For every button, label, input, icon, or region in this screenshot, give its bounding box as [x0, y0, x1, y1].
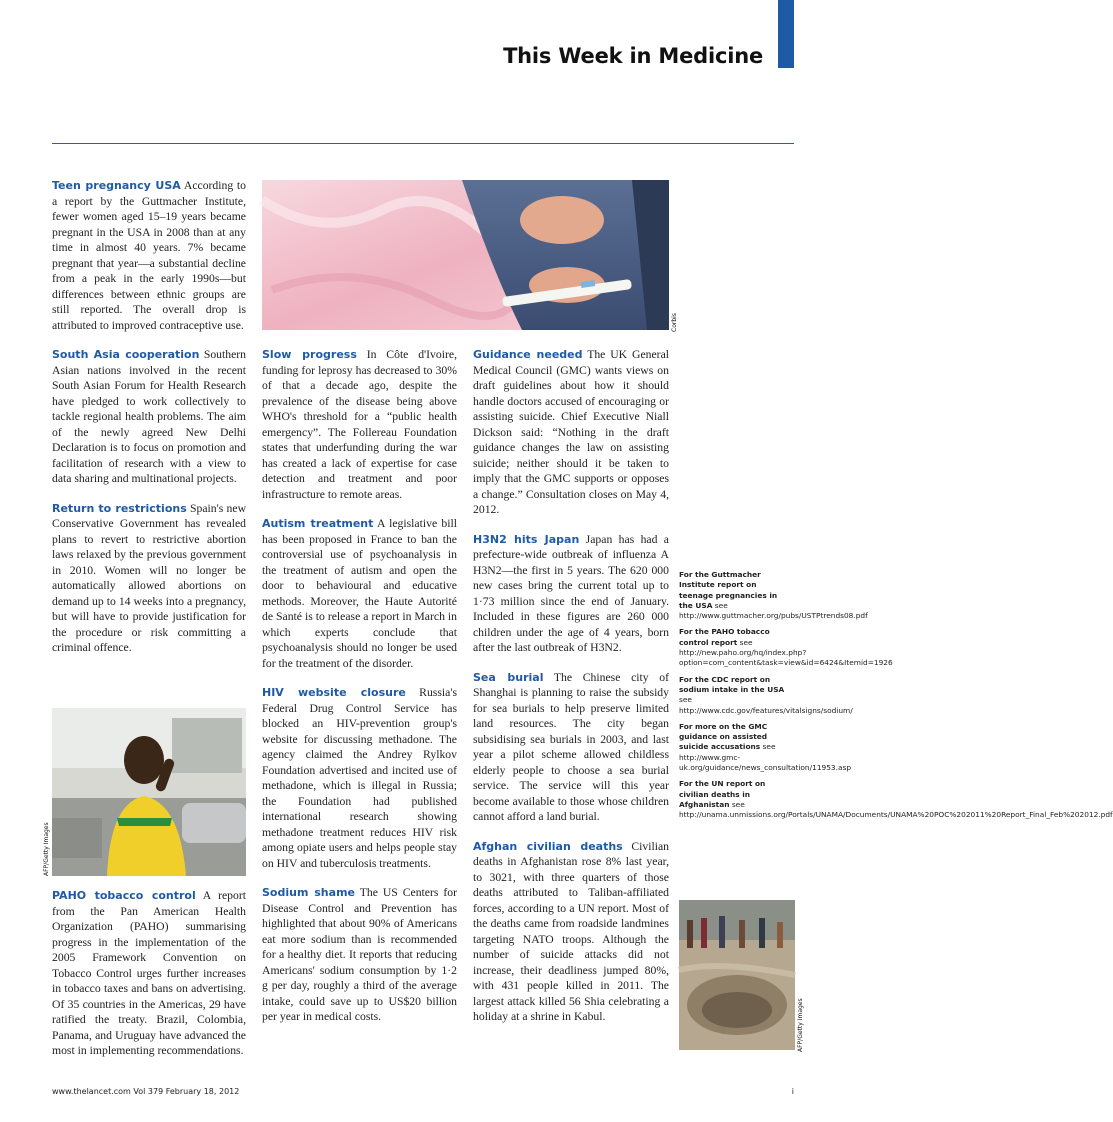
- page-number: i: [791, 1087, 794, 1096]
- sidebar-note: [679, 570, 868, 621]
- article-heading: Guidance needed: [473, 348, 583, 361]
- article-heading: Teen pregnancy USA: [52, 179, 181, 192]
- pregnancy-test-illustration: [262, 180, 669, 330]
- column-1: [52, 178, 246, 670]
- photo-credit: AFP/Getty Images: [797, 998, 804, 1052]
- sidebar-note-label: For more on the GMC guidance on assisted suicide accusations: [679, 721, 768, 752]
- sidebar-link[interactable]: see http://unama.unmissions.org/Portals/UNAMA/Documents/UNAMA%20POC%202011%20Report_Final_Feb%202012.pdf: [679, 799, 1113, 820]
- pregnancy-test-photo: [262, 180, 669, 330]
- article: [52, 178, 246, 333]
- sidebar-note: [679, 721, 852, 773]
- article-body: Southern Asian nations involved in the recent South Asian Forum for Health Research have pledged to work collectively to tackle regional health problems. The aim of the newly agreed New Delhi Declaration is to focus on promotion and facilitation of research with a view to data sharing and multinational projects.: [52, 348, 247, 485]
- article-body: Civilian deaths in Afghanistan rose 8% last year, to 3021, with three quarters of those deaths attributed to Taliban-affiliated forces, according to a UN report. Most of the deaths came from roadside landmines targeting NATO troops. Although the number of suicide attacks did not increase, their deadliness jumped 80%, with 431 people killed in 2011. The largest attack killed 56 Shia celebrating a holiday at a shrine in Kabul.: [473, 839, 669, 1023]
- header-accent-bar: [778, 0, 794, 68]
- article: [52, 888, 246, 1059]
- sidebar-link[interactable]: see http://www.cdc.gov/features/vitalsigns/sodium/: [679, 695, 853, 715]
- article-body: Spain's new Conservative Government has revealed plans to revert to restrictive abortion laws relaxed by the previous government in 2010. Women will no longer be automatically allowed abortions on demand up to 14 weeks into a pregnancy, but will have to provide justification for the procedure or risk committing a criminal offence.: [52, 501, 247, 654]
- article-heading: Sea burial: [473, 670, 544, 684]
- footer-citation: www.thelancet.com Vol 379 February 18, 2012: [52, 1087, 240, 1096]
- sidebar-note: [679, 627, 893, 668]
- article: [262, 347, 457, 502]
- article-body: Japan has had a prefecture-wide outbreak of influenza A H3N2—the first in 5 years. The 620 000 new cases bring the current total up to 1·73 million since the end of January. Included in these figures are 260 000 children under the age of 4 years, born after the last outbreak of H3N2.: [473, 532, 669, 654]
- photo-credit: Corbis: [671, 313, 678, 332]
- article-heading: HIV website closure: [262, 686, 406, 699]
- article-heading: Sodium shame: [262, 886, 355, 899]
- sidebar-note-label: For the PAHO tobacco control report: [679, 627, 770, 647]
- article: [473, 670, 669, 825]
- header-rule: [52, 143, 794, 144]
- sidebar-note: [679, 674, 853, 716]
- article-heading: H3N2 hits Japan: [473, 532, 580, 546]
- sidebar-link[interactable]: see http://new.paho.org/hq/index.php?option=com_content&task=view&id=6424&Itemid=1926: [679, 637, 893, 668]
- article-body: A report from the Pan American Health Organization (PAHO) summarising progress in the implementation of the 2005 Framework Convention on Tobacco Control urges further increases in tobacco taxes and bans on advertising. Of 35 countries in the Americas, 29 have ratified the treaty. Brazil, Colombia, Panama, and Uruguay have advanced the most in implementing recommendations.: [52, 889, 246, 1057]
- article: [262, 885, 457, 1025]
- page-footer: [52, 1087, 794, 1096]
- article-heading: South Asia cooperation: [52, 348, 200, 361]
- article: [52, 501, 246, 656]
- article-body: According to a report by the Guttmacher Institute, fewer women aged 15–19 years became pregnant in the USA in 2008 than at any time in almost 40 years. 7% became pregnant that year—a substantial decline from a peak in the early 1990s—but differences between ethnic groups are still reported. The overall drop is attributed to improved contraceptive use.: [52, 179, 247, 332]
- article: [473, 532, 669, 656]
- sidebar-note: [679, 779, 1113, 820]
- sidebar-note-label: For the CDC report on sodium intake in the USA: [679, 674, 785, 694]
- page-title: This Week in Medicine: [503, 44, 763, 68]
- article-body: The US Centers for Disease Control and Prevention has highlighted that about 90% of Americans eat more sodium than is recommended for a healthy diet. It reports that reducing Americans' sodium consumption by 1·2 g per day, roughly a third of the average intake, could save up to US$20 billion per year in medical costs.: [262, 886, 457, 1023]
- smoker-photo: [52, 708, 246, 876]
- article-heading: Afghan civilian deaths: [473, 839, 623, 853]
- photo-credit: AFP/Getty Images: [43, 822, 50, 876]
- article-body: In Côte d'Ivoire, funding for leprosy has decreased to 30% of that a decade ago, despite the prevalence of the disease being above WHO's threshold for a “public health emergency”. The Follereau Foundation states that underfunding during the war has created a lack of expertise for case detection and treatment and poor infrastructure to remote areas.: [262, 348, 457, 501]
- article: [262, 685, 457, 871]
- article-body: The Chinese city of Shanghai is planning to raise the subsidy for sea burials to help preserve limited land resources. The city began subsidising sea burials in 2003, and last year a pilot scheme allowed childless elderly people to choose a sea burial service. The service will this year become available to those whose children cannot afford a land burial.: [473, 670, 669, 823]
- article-heading: Return to restrictions: [52, 501, 187, 515]
- article: [262, 516, 457, 671]
- column-3: [473, 347, 669, 1039]
- article-heading: Autism treatment: [262, 517, 374, 530]
- article-heading: Slow progress: [262, 348, 357, 361]
- article-body: The UK General Medical Council (GMC) wants views on draft guidelines about how it should handle doctors accused of encouraging or assisting suicide. Chief Executive Niall Dickson said: “Nothing in the draft guidance changes the law on assisting suicide; neither should it be taken to imply that the GMC supports or opposes a change.” Consultation closes on May 4, 2012.: [473, 348, 669, 516]
- article-heading: PAHO tobacco control: [52, 889, 196, 902]
- sidebar-note-label: For the Guttmacher Institute report on teenage pregnancies in the USA: [679, 570, 778, 610]
- afghanistan-illustration: [679, 900, 795, 1050]
- sidebar-notes: [679, 570, 1113, 827]
- column-1-bottom: [52, 888, 246, 1073]
- column-2: [262, 347, 457, 1039]
- sidebar-note-label: For the UN report on civilian deaths in Afghanistan: [679, 779, 766, 809]
- article: [52, 347, 246, 487]
- sidebar-link[interactable]: see http://www.guttmacher.org/pubs/USTPtrends08.pdf: [679, 600, 868, 621]
- sidebar-link[interactable]: see http://www.gmc-uk.org/guidance/news_consultation/11953.asp: [679, 742, 852, 773]
- smoker-illustration: [52, 708, 246, 876]
- article: [473, 347, 669, 518]
- article-body: A legislative bill has been proposed in France to ban the controversial use of psychoanalysis in the treatment of autism and open the door to behavioural and educative methods. Moreover, the Haute Autorité de Santé is to release a report in March in which experts conclude that psychoanalysis should no longer be used for the treatment of the disorder.: [262, 517, 457, 670]
- afghanistan-photo: [679, 900, 795, 1050]
- article: [473, 839, 669, 1025]
- article-body: Russia's Federal Drug Control Service has blocked an HIV-prevention group's website for discussing methadone. The agency claimed the Andrey Rylkov Foundation advertised and incited use of methadone, which is illegal in Russia; the Foundation had published international research showing methadone treatment reduces HIV risk among opiate users and helps people stay on HIV and tuberculosis treatments.: [262, 686, 457, 870]
